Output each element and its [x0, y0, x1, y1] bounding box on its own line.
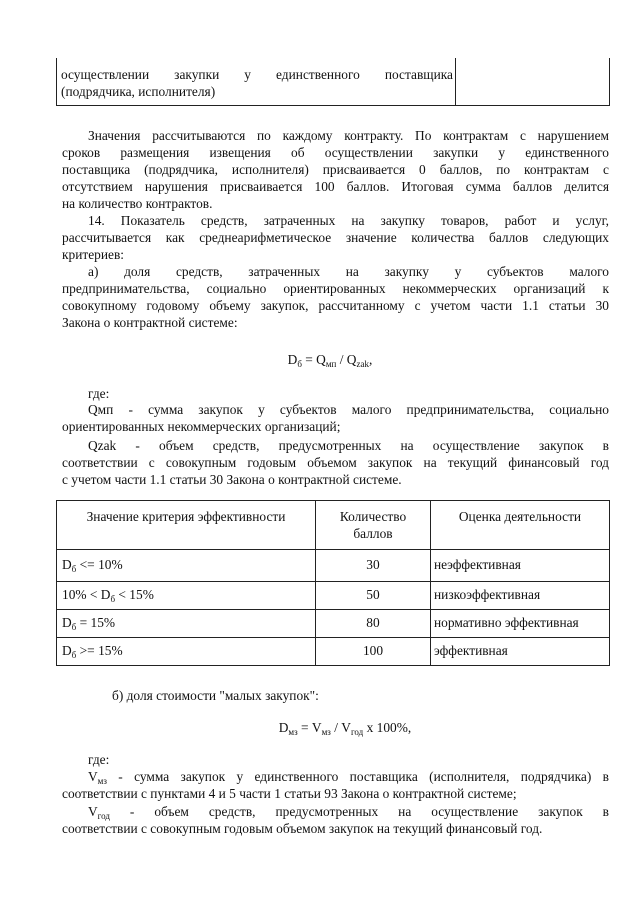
points-cell: 30	[316, 550, 431, 582]
item-a-line4: Закона о контрактной системе:	[62, 315, 238, 330]
vmz-line1: $V_{мз}$ - сумма закупок у единственного поставщика (исполнителя, подрядчика) в	[88, 769, 609, 786]
header-points-line2: баллов	[353, 525, 393, 541]
points-cell: 50	[316, 582, 431, 610]
formula-dmz: $D_{мз} = V_{мз} / V_{год}$ х 100%,	[278, 720, 412, 737]
criterion-cell: $10\% < D_б < 15\%$	[57, 582, 316, 610]
qzak-line2: соответствии с совокупным годовым объемом закупок на текущий финансовый год	[62, 455, 609, 470]
vgod-line1: $V_{год}$ - объем средств, предусмотренных на осуществление закупок в	[88, 804, 609, 821]
vgod-line2: соответствии с совокупным годовым объемом закупок на текущий финансовый год.	[62, 821, 543, 836]
para14-line2: рассчитывается как среднеарифметическое значение количества баллов следующих	[62, 230, 609, 245]
table-row	[57, 638, 610, 666]
top-table-left-border	[56, 58, 57, 106]
where-label-1: где:	[88, 386, 110, 401]
para1-line5: на количество контрактов.	[62, 196, 213, 211]
para1-line4: отсутствием нарушения присваивается 100 баллов. Итоговая сумма баллов делится	[62, 179, 609, 194]
rating-cell: неэффективная	[431, 550, 610, 582]
table-row	[57, 610, 610, 638]
top-table-cell-line1: осуществлении закупки у единственного поставщика	[61, 67, 453, 82]
top-table-bottom-border	[56, 105, 610, 106]
top-table-cell-line2: (подрядчика, исполнителя)	[61, 84, 216, 99]
item-a-line1: а) доля средств, затраченных на закупку у субъектов малого	[88, 264, 609, 279]
criterion-cell: $D_б = 15\%$	[57, 610, 316, 638]
top-table-mid-border	[455, 58, 456, 106]
rating-cell: низкоэффективная	[431, 582, 610, 610]
vmz-line2: соответствии с пунктами 4 и 5 части 1 статьи 93 Закона о контрактной системе;	[62, 786, 517, 801]
para1-line2: сроков размещения извещения об осуществлении закупки у единственного	[62, 145, 609, 160]
qmp-line2: ориентированных некоммерческих организаций;	[62, 419, 341, 434]
item-b: б) доля стоимости "малых закупок":	[112, 688, 319, 703]
qmp-line1: Qмп - сумма закупок у субъектов малого предпринимательства, социально	[88, 402, 609, 417]
item-a-line3: совокупному годовому объему закупок, рассчитанному с учетом части 1.1 статьи 30	[62, 298, 609, 313]
criterion-cell: $D_б <= 10\%$	[57, 550, 316, 582]
table-row	[57, 582, 610, 610]
para14-line1: 14. Показатель средств, затраченных на закупку товаров, работ и услуг,	[88, 213, 609, 228]
points-cell: 80	[316, 610, 431, 638]
points-cell: 100	[316, 638, 431, 666]
header-criterion: Значение критерия эффективности	[57, 501, 316, 550]
header-points-line1: Количество	[339, 509, 407, 524]
where-label-2: где:	[88, 752, 110, 767]
header-rating: Оценка деятельности	[431, 501, 610, 550]
formula-db: $D_б = Q_{мп} / Q_{zak}$,	[287, 352, 373, 369]
qzak-line1: Qzak - объем средств, предусмотренных на осуществление закупок в	[88, 438, 609, 453]
para1-line1: Значения рассчитываются по каждому контракту. По контрактам с нарушением	[88, 128, 609, 143]
qzak-line3: с учетом части 1.1 статьи 30 Закона о контрактной системе.	[62, 472, 402, 487]
para14-line3: критериев:	[62, 247, 125, 262]
rating-cell: эффективная	[431, 638, 610, 666]
table-row	[57, 550, 610, 582]
top-table-right-border	[609, 58, 610, 106]
header-points	[316, 501, 431, 550]
item-a-line2: предпринимательства, социально ориентированных некоммерческих организаций к	[62, 281, 609, 296]
para1-line3: поставщика (подрядчика, исполнителя) присваивается 0 баллов, по контрактам с	[62, 162, 609, 177]
criterion-cell: $D_б >= 15\%$	[57, 638, 316, 666]
criteria-table	[56, 500, 610, 666]
rating-cell: нормативно эффективная	[431, 610, 610, 638]
criteria-table-header-row	[57, 501, 610, 550]
